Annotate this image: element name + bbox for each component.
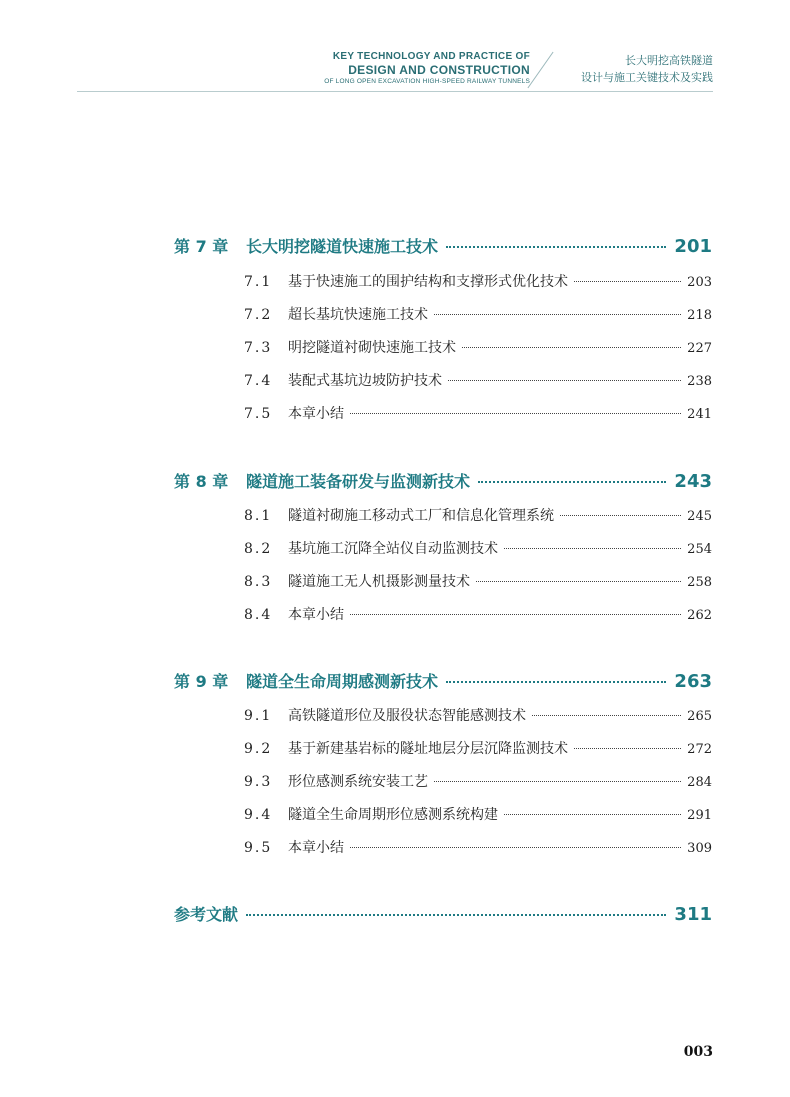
section-title: 隧道衬砌施工移动式工厂和信息化管理系统 [288,508,554,524]
dot-leader [504,814,681,815]
toc-chapter-7[interactable] [174,234,712,257]
references-title: 参考文献 [174,905,239,924]
header-en-line2: DESIGN AND CONSTRUCTION [348,63,530,77]
section-title: 本章小结 [288,607,344,623]
toc-section-9-5[interactable] [244,837,712,857]
section-number: 9.3 [244,774,273,790]
section-title: 本章小结 [288,840,344,856]
section-number: 7.1 [244,274,273,290]
dot-leader [560,515,681,516]
toc-section-9-4[interactable] [244,804,712,824]
toc-chapter-8[interactable] [174,469,712,492]
dot-leader [462,347,681,348]
dot-leader [574,281,681,282]
toc-section-7-3[interactable] [244,337,712,357]
chapter-page: 263 [674,671,712,692]
section-page: 284 [687,775,712,790]
toc-references[interactable] [174,902,712,925]
section-title: 隧道施工无人机摄影测量技术 [288,574,470,590]
header-en-line3: OF LONG OPEN EXCAVATION HIGH-SPEED RAILWAY TUNNELS [324,78,530,85]
chapter-page: 243 [674,471,712,492]
section-page: 262 [687,608,712,623]
toc-section-9-2[interactable] [244,738,712,758]
toc-section-7-2[interactable] [244,304,712,324]
chapter-number: 第 9 章 [174,672,229,691]
section-page: 265 [687,709,712,724]
section-title: 形位感测系统安装工艺 [288,774,428,790]
section-title: 隧道全生命周期形位感测系统构建 [288,807,498,823]
section-number: 7.5 [244,406,273,422]
dot-leader [446,246,666,248]
section-number: 8.4 [244,607,273,623]
section-title: 基坑施工沉降全站仪自动监测技术 [288,541,498,557]
chapter-title: 长大明挖隧道快速施工技术 [246,237,439,256]
section-page: 291 [687,808,712,823]
chapter-page: 201 [674,236,712,257]
section-number: 8.2 [244,541,273,557]
dot-leader [476,581,681,582]
dot-leader [434,781,681,782]
section-number: 7.4 [244,373,273,389]
section-number: 8.1 [244,508,273,524]
section-page: 272 [687,742,712,757]
chapter-number: 第 8 章 [174,472,229,491]
section-title: 装配式基坑边坡防护技术 [288,373,442,389]
section-page: 227 [687,341,712,356]
section-number: 9.1 [244,708,273,724]
toc-section-8-2[interactable] [244,538,712,558]
section-title: 明挖隧道衬砌快速施工技术 [288,340,456,356]
section-title: 基于快速施工的围护结构和支撑形式优化技术 [288,274,568,290]
page-number: 003 [683,1044,713,1060]
section-title: 本章小结 [288,406,344,422]
section-number: 8.3 [244,574,273,590]
section-page: 238 [687,374,712,389]
references-page: 311 [674,904,712,925]
dot-leader [574,748,681,749]
dot-leader [246,914,666,916]
toc-chapter-9[interactable] [174,669,712,692]
section-number: 9.4 [244,807,273,823]
toc-section-7-4[interactable] [244,370,712,390]
section-title: 高铁隧道形位及服役状态智能感测技术 [288,708,526,724]
section-number: 7.2 [244,307,273,323]
dot-leader [478,481,666,483]
dot-leader [448,380,681,381]
section-number: 9.2 [244,741,273,757]
dot-leader [504,548,681,549]
toc-section-8-3[interactable] [244,571,712,591]
section-page: 245 [687,509,712,524]
dot-leader [350,413,681,414]
dot-leader [350,847,681,848]
section-page: 254 [687,542,712,557]
header-cn-line1: 长大明挖高铁隧道 [625,54,713,67]
chapter-title: 隧道施工装备研发与监测新技术 [246,472,471,491]
section-number: 7.3 [244,340,273,356]
toc-section-8-1[interactable] [244,505,712,525]
dot-leader [446,681,666,683]
dot-leader [532,715,681,716]
toc-section-7-5[interactable] [244,403,712,423]
dot-leader [434,314,681,315]
toc-section-8-4[interactable] [244,604,712,624]
dot-leader [350,614,681,615]
header-cn-line2: 设计与施工关键技术及实践 [581,71,713,84]
toc-section-7-1[interactable] [244,271,712,291]
section-page: 241 [687,407,712,422]
header-en-line1: KEY TECHNOLOGY AND PRACTICE OF [332,51,530,62]
toc-section-9-1[interactable] [244,705,712,725]
section-page: 258 [687,575,712,590]
section-page: 309 [687,841,712,856]
chapter-title: 隧道全生命周期感测新技术 [246,672,439,691]
section-page: 218 [687,308,712,323]
section-title: 基于新建基岩标的隧址地层分层沉降监测技术 [288,741,568,757]
section-title: 超长基坑快速施工技术 [288,307,428,323]
section-page: 203 [687,275,712,290]
chapter-number: 第 7 章 [174,237,229,256]
section-number: 9.5 [244,840,273,856]
toc-section-9-3[interactable] [244,771,712,791]
